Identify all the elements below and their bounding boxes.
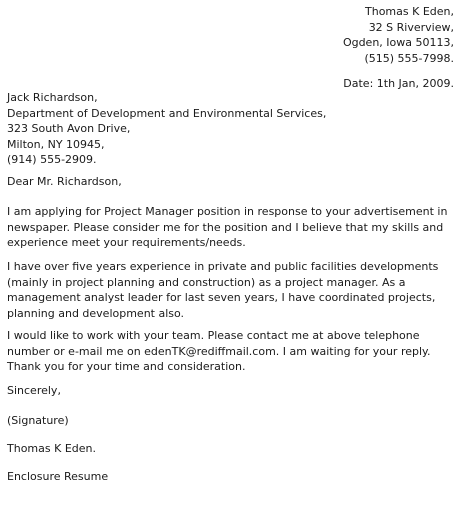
letter-date: Date: 1th Jan, 2009.: [343, 77, 454, 90]
paragraph-line: experience meet your requirements/needs.: [7, 236, 246, 249]
signature-placeholder: (Signature): [7, 414, 69, 427]
paragraph-experience: [7, 259, 456, 321]
paragraph-line: (mainly in project planning and construction) as a project manager. As a: [7, 275, 406, 289]
recipient-city: Milton, NY 10945,: [7, 137, 105, 151]
sender-street: 32 S Riverview,: [368, 20, 454, 34]
paragraph-application: [7, 204, 456, 251]
recipient-name: Jack Richardson,: [7, 91, 98, 104]
paragraph-line: I would like to work with your team. Please contact me at above telephone: [7, 329, 420, 342]
paragraph-line: management analyst leader for last seven years, I have coordinated projects,: [7, 291, 436, 304]
recipient-address: [7, 90, 326, 168]
closing: Sincerely,: [7, 384, 61, 397]
sender-address: [343, 4, 454, 66]
paragraph-line: I have over five years experience in private and public facilities developments: [7, 260, 439, 273]
paragraph-line: newspaper. Please consider me for the position and I believe that my skills and: [7, 220, 444, 234]
paragraph-line: Thank you for your time and consideration.: [7, 360, 246, 373]
enclosure-note: Enclosure Resume: [7, 470, 109, 483]
recipient-department: Department of Development and Environmental Services,: [7, 106, 327, 120]
paragraph-line: I am applying for Project Manager position in response to your advertisement in: [7, 205, 448, 218]
paragraph-line: planning and development also.: [7, 306, 185, 320]
recipient-street: 323 South Avon Drive,: [7, 122, 131, 135]
salutation: Dear Mr. Richardson,: [7, 175, 122, 188]
sender-name: Thomas K Eden,: [365, 5, 454, 18]
recipient-phone: (914) 555-2909.: [7, 153, 97, 166]
sender-phone: (515) 555-7998.: [364, 51, 454, 65]
paragraph-line: number or e-mail me on edenTK@rediffmail.com. I am waiting for your reply.: [7, 344, 431, 358]
sender-city: Ogden, Iowa 50113,: [342, 36, 454, 49]
paragraph-contact: [7, 328, 456, 375]
signer-name: Thomas K Eden.: [7, 442, 96, 455]
